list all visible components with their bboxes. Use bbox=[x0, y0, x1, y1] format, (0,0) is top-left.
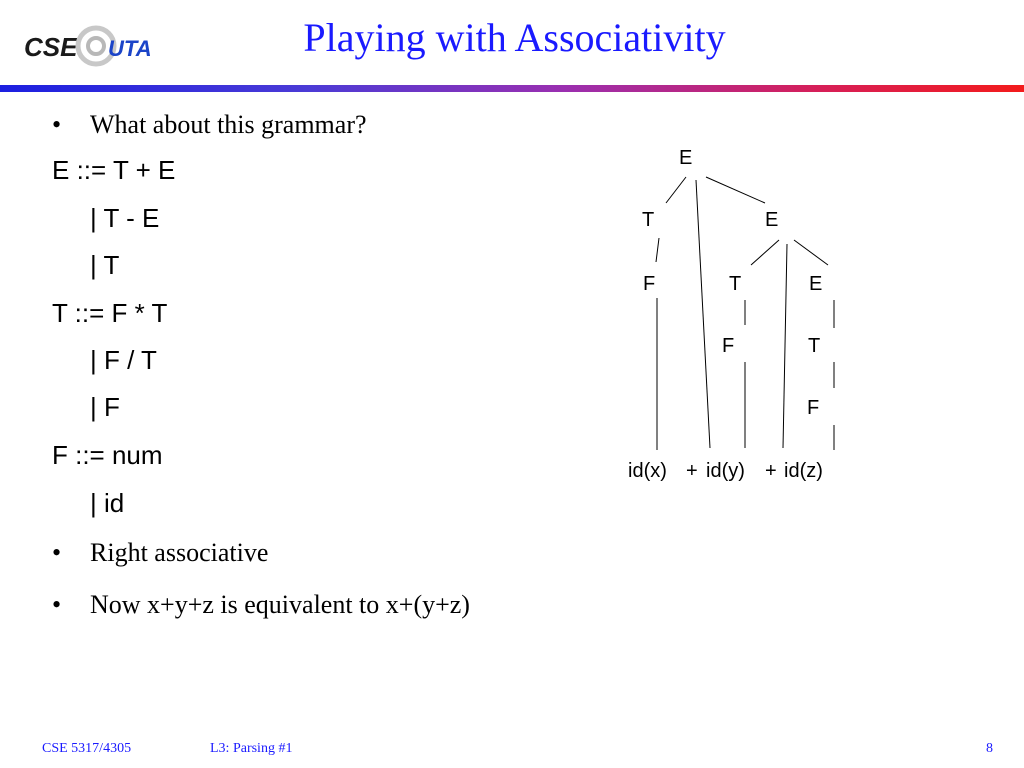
tree-node-t: T bbox=[808, 335, 821, 357]
tree-node-e: E bbox=[679, 147, 693, 169]
footer-course: CSE 5317/4305 bbox=[42, 741, 132, 756]
logo-cse-text: CSE bbox=[24, 32, 78, 62]
bullet-item bbox=[52, 538, 268, 568]
tree-node-f: F bbox=[643, 273, 656, 295]
bullet-text: What about this grammar? bbox=[90, 110, 367, 139]
tree-node-t: T bbox=[729, 273, 742, 295]
bullet-item bbox=[52, 590, 470, 620]
footer-page-number: 8 bbox=[986, 741, 993, 756]
tree-node-e: E bbox=[765, 209, 779, 231]
tree-leaf-id: id(y) bbox=[706, 460, 745, 482]
grammar-line: | T bbox=[90, 250, 120, 280]
title-divider bbox=[0, 85, 1024, 92]
grammar-line: | T - E bbox=[90, 203, 160, 233]
tree-node-f: F bbox=[722, 335, 735, 357]
edge-t1-f1 bbox=[656, 238, 659, 262]
grammar-line: | id bbox=[90, 488, 125, 518]
tree-node-f: F bbox=[807, 397, 820, 419]
tree-leaf-id: id(z) bbox=[784, 460, 823, 482]
grammar-line: T ::= F * T bbox=[52, 298, 168, 328]
bullet-marker: • bbox=[52, 538, 62, 567]
tree-leaf-plus: + bbox=[765, 460, 777, 482]
bullet-text: Now x+y+z is equivalent to x+(y+z) bbox=[90, 590, 470, 619]
tree-node-t: T bbox=[642, 209, 655, 231]
bullet-marker: • bbox=[52, 590, 62, 619]
tree-leaf-plus: + bbox=[686, 460, 698, 482]
tree-leaf-id: id(x) bbox=[628, 460, 667, 482]
logo-uta-text: UTA bbox=[108, 36, 152, 61]
edge-e-t1 bbox=[666, 177, 686, 203]
parse-tree-diagram bbox=[600, 130, 860, 500]
grammar-line: | F / T bbox=[90, 345, 157, 375]
edge-e1-plus2 bbox=[783, 244, 787, 448]
edge-e1-t2 bbox=[751, 240, 779, 265]
grammar-line: E ::= T + E bbox=[52, 155, 176, 185]
bullet-text: Right associative bbox=[90, 538, 269, 567]
bullet-marker: • bbox=[52, 110, 62, 139]
edge-e-plus1 bbox=[696, 180, 710, 448]
edge-e1-e2 bbox=[794, 240, 828, 265]
grammar-line: | F bbox=[90, 392, 120, 422]
footer-lecture: L3: Parsing #1 bbox=[210, 741, 293, 756]
edge-e-e1 bbox=[706, 177, 765, 203]
slide-title: Playing with Associativity bbox=[303, 15, 726, 60]
tree-node-e: E bbox=[809, 273, 823, 295]
bullet-item bbox=[52, 110, 367, 140]
grammar-line: F ::= num bbox=[52, 440, 163, 470]
